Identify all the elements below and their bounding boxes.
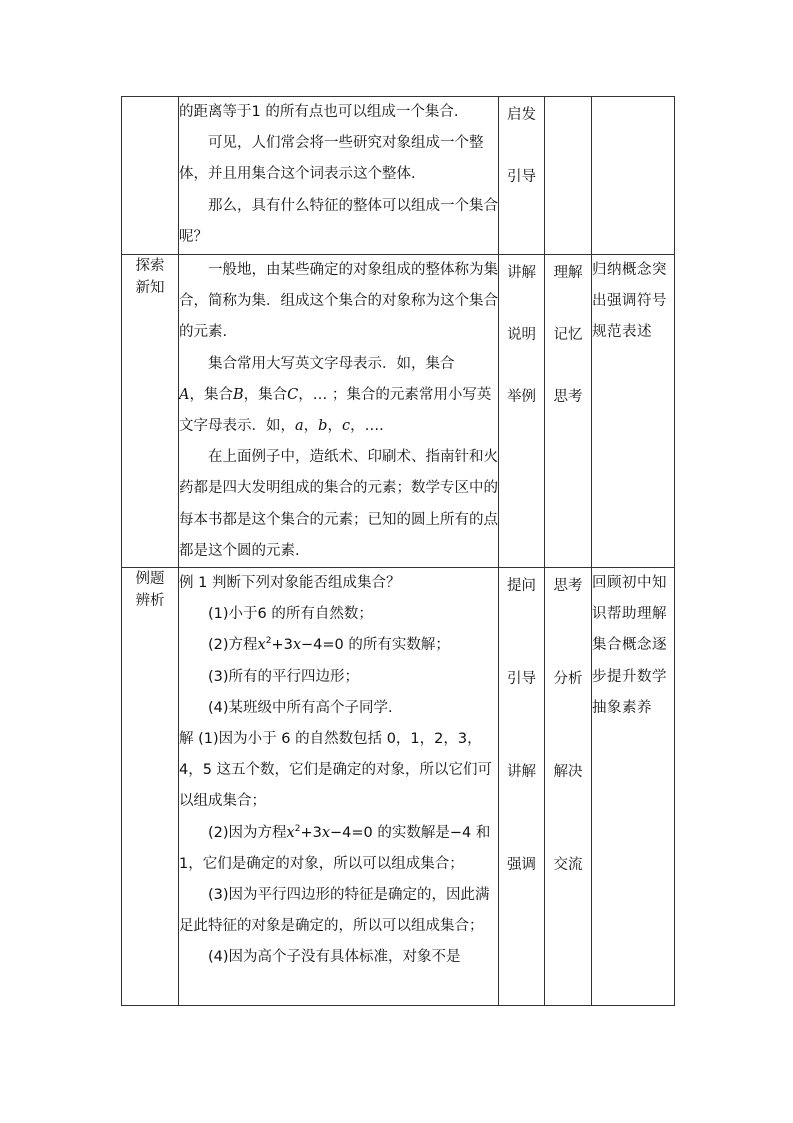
student-activity: 交流: [553, 857, 583, 874]
text-run: ，集合: [189, 386, 233, 403]
teacher-activity: 引导: [507, 671, 536, 688]
student-activity: 思考: [553, 389, 583, 405]
student-activity: 记忆: [553, 327, 583, 343]
teacher-activity-cell: [499, 568, 545, 1006]
teacher-activity: 强调: [507, 857, 536, 874]
text-run: ，: [303, 418, 319, 435]
text-run: −4=0 的实数解是−4 和 1，它们是确定的对象，所以可以组成集合；: [179, 824, 491, 872]
teacher-activity: 讲解: [507, 764, 536, 781]
content-paragraph: 解 (1)因为小于 6 的自然数包括 0，1，2，3，4，5 这五个数，它们是确定的对象，所以它们可以组成集合；: [179, 731, 493, 810]
student-activity-cell: [545, 97, 592, 255]
text-run: (2)因为方程: [208, 824, 287, 841]
text-run: (2)方程: [208, 637, 258, 654]
exponent: 2: [265, 636, 272, 647]
content-cell: [179, 255, 499, 568]
student-activity: 分析: [553, 671, 583, 688]
text-run: +3: [271, 637, 293, 654]
content-paragraph: 例 1 判断下列对象能否组成集合？: [179, 575, 401, 592]
content-paragraph: 在上面例子中，造纸术、印刷术、指南针和火药都是四大发明组成的集合的元素；数学专区中的每本书都是这个集合的元素；已知的圆上所有的点都是这个圆的元素.: [179, 449, 498, 559]
math-var: B: [232, 386, 244, 403]
content-paragraph: 的距离等于1 的所有点也可以组成一个集合.: [179, 104, 459, 120]
design-intent-cell: [592, 255, 675, 568]
teacher-activity: 讲解: [507, 265, 536, 281]
math-var: x: [257, 637, 266, 654]
design-intent-cell: [592, 568, 675, 1006]
content-paragraph: (4)某班级中所有高个子同学.: [208, 699, 393, 716]
content-paragraph: 一般地，由某些确定的对象组成的整体称为集合，简称为集．组成这个集合的对象称为这个集合的元素.: [179, 262, 498, 341]
content-paragraph: 那么，具有什么特征的整体可以组成一个集合呢？: [179, 197, 498, 245]
exponent: 2: [294, 823, 301, 834]
phase-label: 探索新知: [135, 258, 165, 296]
math-var: x: [321, 824, 331, 841]
content-paragraph: (3)所有的平行四边形；: [208, 668, 360, 685]
table-row: [122, 568, 675, 1006]
lesson-plan-table: [121, 96, 675, 1006]
design-intent-cell: [592, 97, 675, 255]
student-activity-cell: [545, 255, 592, 568]
text-run: −4=0 的所有实数解；: [301, 637, 450, 654]
teacher-activity: 说明: [507, 327, 536, 343]
design-intent: 回顾初中知识帮助理解集合概念逐步提升数学抽象素养: [592, 575, 667, 716]
text-run: ，… ；集合的元素常用小写英文字母表示．如，: [179, 386, 492, 435]
math-var: C: [287, 386, 299, 403]
teacher-activity: 提问: [507, 578, 536, 595]
math-var: x: [292, 637, 302, 654]
text-run: 集合常用大写英文字母表示．如，集合: [208, 355, 455, 372]
content-paragraph: (3)因为平行四边形的特征是确定的，因此满足此特征的对象是确定的，所以可以组成集合；: [179, 887, 490, 935]
teacher-activity-cell: [499, 97, 545, 255]
phase-cell: [122, 97, 179, 255]
text-run: ，集合: [243, 386, 288, 403]
text-run: +3: [300, 824, 322, 841]
math-var: a: [295, 418, 304, 435]
design-intent: 归纳概念突出强调符号规范表述: [592, 262, 667, 341]
student-activity: 理解: [553, 265, 583, 281]
teacher-activity: 引导: [507, 169, 536, 185]
math-var: b: [318, 418, 328, 435]
teacher-activity: 启发: [507, 107, 536, 123]
student-activity-cell: [545, 568, 592, 1006]
teacher-activity-cell: [499, 255, 545, 568]
content-paragraph: [179, 349, 498, 443]
content-paragraph: (4)因为高个子没有具体标准，对象不是: [208, 949, 461, 966]
text-run: ，: [327, 418, 342, 435]
math-var: A: [179, 386, 190, 403]
content-cell: [179, 97, 499, 255]
student-activity: 解决: [553, 764, 583, 781]
table-row: [122, 255, 675, 568]
student-activity: 思考: [553, 578, 583, 595]
content-paragraph: 可见，人们常会将一些研究对象组成一个整体，并且用集合这个词表示这个整体.: [179, 135, 484, 183]
phase-label: 例题辨析: [135, 571, 165, 610]
math-var: c: [341, 418, 351, 435]
table-row: [122, 97, 675, 255]
phase-cell: [122, 568, 179, 1006]
content-paragraph: (1)小于6 的所有自然数；: [208, 606, 373, 623]
content-paragraph: [179, 818, 498, 880]
phase-cell: [122, 255, 179, 568]
content-paragraph: [179, 630, 498, 661]
content-cell: [179, 568, 499, 1006]
teacher-activity: 举例: [507, 389, 536, 405]
text-run: ，….: [350, 418, 384, 435]
math-var: x: [286, 824, 295, 841]
